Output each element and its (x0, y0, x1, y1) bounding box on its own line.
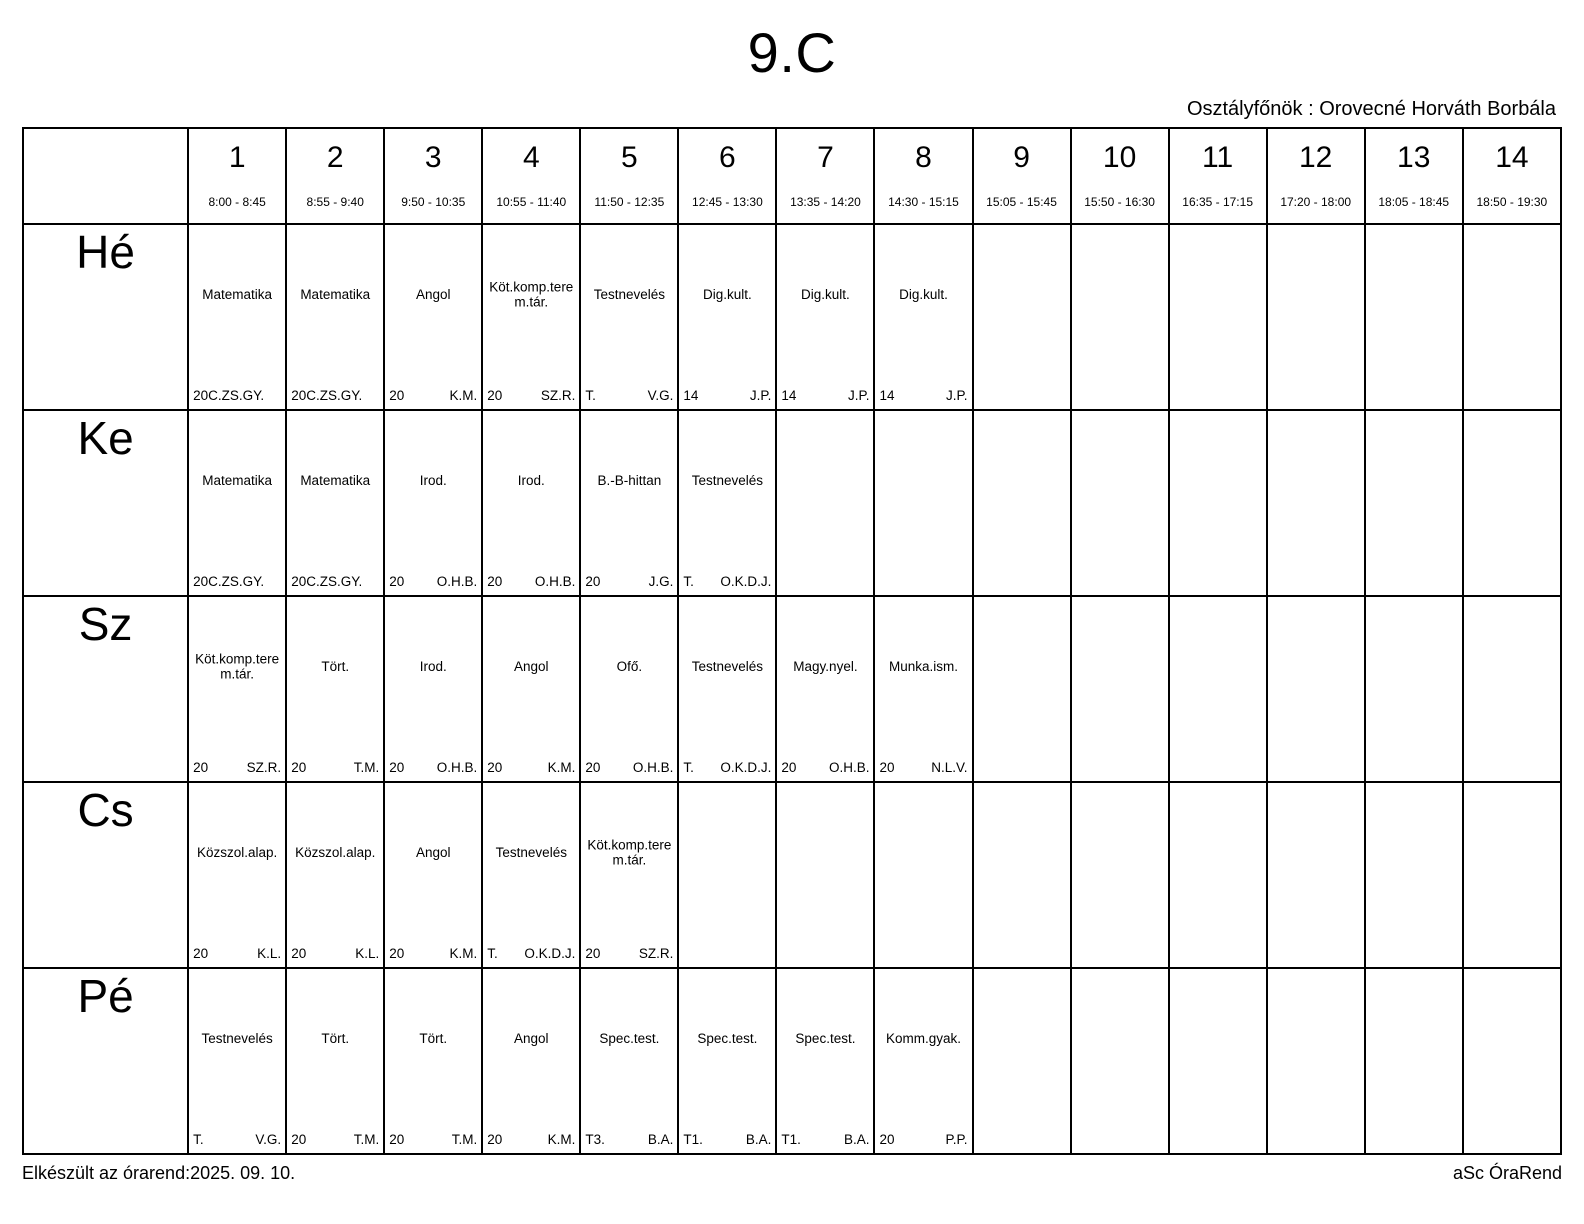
lesson-cell[interactable] (1071, 410, 1169, 596)
lesson-teacher: B.A. (745, 1132, 772, 1148)
lesson-cell[interactable] (1365, 596, 1463, 782)
lesson-meta (487, 1133, 575, 1147)
lesson-teacher: SZ.R. (540, 388, 576, 404)
period-number: 7 (817, 140, 834, 174)
lesson-cell[interactable] (1169, 968, 1267, 1154)
day-label: Sz (23, 596, 188, 782)
generated-date: Elkészült az órarend:2025. 09. 10. (22, 1162, 296, 1183)
lesson-subject: Matematika (202, 472, 273, 488)
period-time: 15:50 - 16:30 (1084, 194, 1155, 209)
lesson-room: 20 (487, 388, 503, 404)
lesson-cell[interactable] (482, 596, 580, 782)
lesson-subject: Dig.kult. (899, 286, 948, 302)
lesson-subject: Közszol.alap. (295, 844, 376, 860)
lesson-room: 14 (683, 388, 699, 404)
lesson-cell[interactable] (188, 782, 286, 968)
period-number: 1 (228, 140, 246, 174)
table-row (23, 410, 1561, 596)
period-number: 4 (522, 140, 540, 174)
lesson-cell[interactable] (580, 224, 678, 410)
period-header (678, 128, 776, 224)
lesson-room: 20 (389, 760, 405, 776)
lesson-teacher: O.H.B. (632, 760, 674, 776)
lesson-teacher: O.H.B. (436, 760, 478, 776)
lesson-cell[interactable] (384, 410, 482, 596)
period-header (1169, 128, 1267, 224)
lesson-cell[interactable] (188, 224, 286, 410)
day-label: Cs (23, 782, 188, 968)
lesson-teacher: O.H.B. (436, 574, 478, 590)
lesson-subject: Spec.test. (697, 1030, 758, 1046)
lesson-meta (585, 1133, 673, 1147)
lesson-cell[interactable] (874, 968, 972, 1154)
lesson-room: 20 (879, 760, 895, 776)
lesson-room: 20 (389, 388, 405, 404)
lesson-room: 20C.ZS.GY. (291, 388, 363, 404)
period-number: 6 (719, 140, 736, 174)
lesson-meta (291, 575, 379, 589)
period-number: 13 (1397, 140, 1431, 174)
lesson-cell[interactable] (482, 968, 580, 1154)
lesson-cell[interactable] (1365, 782, 1463, 968)
lesson-room: 20 (389, 574, 405, 590)
lesson-subject: Tört. (419, 1030, 448, 1046)
lesson-meta (781, 389, 869, 403)
lesson-cell[interactable] (286, 596, 384, 782)
lesson-room: 20 (487, 574, 503, 590)
lesson-subject: Közszol.alap. (197, 844, 278, 860)
lesson-subject: Tört. (321, 658, 350, 674)
period-header (874, 128, 972, 224)
lesson-meta (193, 761, 281, 775)
lesson-meta (389, 947, 477, 961)
period-header (1463, 128, 1561, 224)
lesson-meta (879, 1133, 967, 1147)
lesson-subject: Irod. (419, 472, 447, 488)
period-header (1365, 128, 1463, 224)
lesson-cell[interactable] (874, 224, 972, 410)
lesson-meta (585, 389, 673, 403)
lesson-room: 20 (193, 946, 209, 962)
lesson-subject: Köt.komp.terem.tár. (489, 279, 574, 310)
lesson-teacher: K.M. (449, 946, 478, 962)
lesson-teacher: K.M. (449, 388, 478, 404)
period-number: 9 (1013, 140, 1030, 174)
lesson-subject: Munka.ism. (888, 658, 958, 674)
footer (22, 1155, 1562, 1184)
lesson-room: 20C.ZS.GY. (193, 388, 265, 404)
lesson-cell[interactable] (384, 224, 482, 410)
lesson-cell[interactable] (1463, 410, 1561, 596)
lesson-cell[interactable] (874, 782, 972, 968)
lesson-meta (781, 1133, 869, 1147)
lesson-cell[interactable] (973, 782, 1071, 968)
lesson-cell[interactable] (973, 968, 1071, 1154)
lesson-cell[interactable] (384, 596, 482, 782)
lesson-meta (585, 761, 673, 775)
lesson-room: 20 (585, 946, 601, 962)
table-row (23, 596, 1561, 782)
lesson-cell[interactable] (1365, 968, 1463, 1154)
class-teacher-line: Osztályfőnök : Orovecné Horváth Borbála (1186, 97, 1556, 120)
lesson-room: 20 (781, 760, 797, 776)
lesson-room: 20C.ZS.GY. (291, 574, 363, 590)
period-number: 14 (1495, 140, 1529, 174)
lesson-room: 20 (291, 1132, 307, 1148)
lesson-teacher: O.K.D.J. (720, 574, 772, 590)
lesson-room: T. (487, 946, 498, 962)
lesson-teacher: V.G. (255, 1132, 282, 1148)
lesson-cell[interactable] (973, 410, 1071, 596)
lesson-meta (389, 389, 477, 403)
period-number: 5 (621, 140, 638, 174)
lesson-meta (291, 947, 379, 961)
lesson-meta (291, 389, 379, 403)
lesson-cell[interactable] (286, 410, 384, 596)
period-number: 8 (915, 140, 932, 174)
period-header (973, 128, 1071, 224)
lesson-teacher: K.M. (547, 760, 576, 776)
lesson-teacher: T.M. (353, 760, 380, 776)
lesson-cell[interactable] (1071, 968, 1169, 1154)
table-row (23, 968, 1561, 1154)
lesson-subject: Komm.gyak. (885, 1030, 961, 1046)
lesson-room: 14 (781, 388, 797, 404)
lesson-cell[interactable] (874, 410, 972, 596)
lesson-subject: Matematika (202, 286, 273, 302)
lesson-subject: Angol (514, 658, 549, 674)
lesson-teacher: B.A. (647, 1132, 674, 1148)
lesson-meta (487, 761, 575, 775)
lesson-meta (291, 1133, 379, 1147)
lesson-subject: Irod. (517, 472, 545, 488)
lesson-cell[interactable] (286, 782, 384, 968)
period-header (1267, 128, 1365, 224)
lesson-meta (193, 947, 281, 961)
lesson-room: 14 (879, 388, 895, 404)
lesson-cell[interactable] (580, 968, 678, 1154)
period-time: 8:00 - 8:45 (208, 194, 266, 209)
lesson-room: 20 (879, 1132, 895, 1148)
period-header (384, 128, 482, 224)
lesson-subject: Köt.komp.terem.tár. (587, 837, 672, 868)
corner-cell (23, 128, 188, 224)
day-label: Hé (23, 224, 188, 410)
lesson-cell[interactable] (776, 782, 874, 968)
lesson-meta (389, 575, 477, 589)
day-label: Pé (23, 968, 188, 1154)
lesson-meta (291, 761, 379, 775)
lesson-cell[interactable] (482, 410, 580, 596)
table-row (23, 224, 1561, 410)
lesson-meta (193, 575, 281, 589)
lesson-room: 20 (389, 1132, 405, 1148)
lesson-cell[interactable] (678, 224, 776, 410)
lesson-subject: Tört. (321, 1030, 350, 1046)
period-number: 12 (1298, 140, 1333, 174)
period-time: 10:55 - 11:40 (496, 194, 567, 209)
lesson-teacher: O.K.D.J. (524, 946, 576, 962)
lesson-cell[interactable] (1267, 782, 1365, 968)
lesson-cell[interactable] (580, 596, 678, 782)
lesson-room: T1. (781, 1132, 801, 1148)
lesson-cell[interactable] (1463, 968, 1561, 1154)
period-time: 15:05 - 15:45 (986, 194, 1057, 209)
lesson-cell[interactable] (1267, 410, 1365, 596)
period-number: 3 (424, 140, 442, 174)
period-time: 11:50 - 12:35 (594, 194, 665, 209)
period-header (776, 128, 874, 224)
lesson-cell[interactable] (1463, 596, 1561, 782)
period-time: 18:50 - 19:30 (1476, 194, 1548, 209)
lesson-room: 20 (193, 760, 209, 776)
lesson-cell[interactable] (678, 782, 776, 968)
lesson-cell[interactable] (1169, 782, 1267, 968)
lesson-room: T. (683, 760, 694, 776)
lesson-cell[interactable] (188, 410, 286, 596)
lesson-cell[interactable] (1071, 224, 1169, 410)
lesson-cell[interactable] (776, 410, 874, 596)
lesson-teacher: P.P. (945, 1132, 968, 1148)
lesson-cell[interactable] (776, 968, 874, 1154)
lesson-cell[interactable] (678, 968, 776, 1154)
lesson-subject: Magy.nyel. (793, 658, 858, 674)
lesson-teacher: SZ.R. (638, 946, 674, 962)
lesson-cell[interactable] (286, 968, 384, 1154)
lesson-subject: Testnevelés (691, 472, 764, 488)
page-title: 9.C (747, 21, 837, 84)
lesson-room: 20 (291, 946, 307, 962)
lesson-cell[interactable] (1365, 224, 1463, 410)
period-time: 17:20 - 18:00 (1280, 194, 1352, 209)
lesson-cell[interactable] (678, 596, 776, 782)
lesson-meta (683, 761, 771, 775)
lesson-cell[interactable] (1365, 410, 1463, 596)
lesson-teacher: T.M. (451, 1132, 478, 1148)
lesson-room: 20 (487, 760, 503, 776)
lesson-teacher: K.M. (547, 1132, 576, 1148)
lesson-subject: Matematika (300, 472, 371, 488)
lesson-meta (683, 1133, 771, 1147)
lesson-subject: Angol (514, 1030, 549, 1046)
lesson-cell[interactable] (1071, 782, 1169, 968)
lesson-cell[interactable] (776, 224, 874, 410)
lesson-teacher: O.K.D.J. (720, 760, 772, 776)
lesson-room: T3. (585, 1132, 605, 1148)
lesson-cell[interactable] (482, 782, 580, 968)
lesson-cell[interactable] (384, 968, 482, 1154)
lesson-cell[interactable] (874, 596, 972, 782)
lesson-room: 20 (585, 760, 601, 776)
period-time: 18:05 - 18:45 (1378, 194, 1450, 209)
lesson-subject: Testnevelés (593, 286, 665, 302)
period-number: 2 (326, 140, 344, 174)
lesson-teacher: SZ.R. (246, 760, 282, 776)
lesson-meta (487, 389, 575, 403)
lesson-cell[interactable] (188, 968, 286, 1154)
lesson-room: 20 (389, 946, 405, 962)
lesson-room: T. (585, 388, 596, 404)
brand-label: aSc ÓraRend (1452, 1162, 1562, 1183)
lesson-teacher: O.H.B. (534, 574, 576, 590)
timetable-table (22, 127, 1562, 1155)
lesson-cell[interactable] (973, 596, 1071, 782)
lesson-subject: Angol (415, 286, 451, 302)
lesson-teacher: K.L. (355, 946, 380, 962)
lesson-cell[interactable] (973, 224, 1071, 410)
period-header (580, 128, 678, 224)
lesson-cell[interactable] (1267, 596, 1365, 782)
lesson-room: 20C.ZS.GY. (193, 574, 265, 590)
lesson-cell[interactable] (1463, 224, 1561, 410)
lesson-room: T. (683, 574, 694, 590)
lesson-teacher: V.G. (647, 388, 674, 404)
lesson-subject: Angol (415, 844, 451, 860)
lesson-teacher: J.P. (749, 388, 772, 404)
lesson-teacher: T.M. (353, 1132, 380, 1148)
lesson-cell[interactable] (1463, 782, 1561, 968)
lesson-subject: Spec.test. (795, 1030, 856, 1046)
lesson-meta (389, 1133, 477, 1147)
lesson-teacher: K.L. (257, 946, 282, 962)
lesson-subject: B.-B-hittan (597, 472, 662, 488)
table-header-row (23, 128, 1561, 224)
lesson-room: T. (193, 1132, 204, 1148)
lesson-room: T1. (683, 1132, 703, 1148)
lesson-teacher: B.A. (843, 1132, 870, 1148)
lesson-meta (487, 575, 575, 589)
lesson-cell[interactable] (1071, 596, 1169, 782)
period-number: 11 (1202, 140, 1234, 174)
lesson-subject: Spec.test. (599, 1030, 660, 1046)
lesson-cell[interactable] (580, 410, 678, 596)
period-header (188, 128, 286, 224)
lesson-cell[interactable] (1169, 410, 1267, 596)
lesson-teacher: J.G. (648, 574, 674, 590)
lesson-cell[interactable] (384, 782, 482, 968)
period-time: 12:45 - 13:30 (692, 194, 763, 209)
lesson-cell[interactable] (188, 596, 286, 782)
lesson-subject: Testnevelés (495, 844, 567, 860)
lesson-meta (683, 389, 771, 403)
lesson-meta (879, 761, 967, 775)
lesson-room: 20 (291, 760, 307, 776)
lesson-meta (389, 761, 477, 775)
lesson-teacher: O.H.B. (828, 760, 870, 776)
lesson-meta (683, 575, 771, 589)
lesson-cell[interactable] (1267, 968, 1365, 1154)
lesson-subject: Ofő. (616, 658, 643, 674)
lesson-subject: Matematika (300, 286, 371, 302)
lesson-room: 20 (487, 1132, 503, 1148)
period-time: 9:50 - 10:35 (401, 194, 466, 209)
period-header (1071, 128, 1169, 224)
lesson-teacher: J.P. (946, 388, 968, 404)
lesson-cell[interactable] (1169, 224, 1267, 410)
lesson-meta (585, 947, 673, 961)
lesson-cell[interactable] (580, 782, 678, 968)
lesson-cell[interactable] (1267, 224, 1365, 410)
period-time: 8:55 - 9:40 (306, 194, 364, 209)
lesson-meta (781, 761, 869, 775)
period-number: 10 (1102, 140, 1137, 174)
lesson-subject: Dig.kult. (703, 286, 752, 302)
lesson-teacher: N.L.V. (931, 760, 968, 776)
lesson-meta (193, 1133, 281, 1147)
period-header (286, 128, 384, 224)
lesson-cell[interactable] (678, 410, 776, 596)
lesson-subject: Irod. (419, 658, 447, 674)
lesson-subject: Dig.kult. (801, 286, 850, 302)
lesson-cell[interactable] (286, 224, 384, 410)
lesson-subject: Köt.komp.terem.tár. (195, 651, 280, 682)
period-time: 16:35 - 17:15 (1182, 194, 1253, 209)
lesson-cell[interactable] (776, 596, 874, 782)
period-time: 14:30 - 15:15 (888, 194, 959, 209)
lesson-meta (585, 575, 673, 589)
lesson-meta (193, 389, 281, 403)
period-header (482, 128, 580, 224)
table-row (23, 782, 1561, 968)
lesson-meta (879, 389, 967, 403)
day-label: Ke (23, 410, 188, 596)
lesson-meta (487, 947, 575, 961)
period-time: 13:35 - 14:20 (790, 194, 861, 209)
lesson-cell[interactable] (1169, 596, 1267, 782)
lesson-subject: Testnevelés (691, 658, 764, 674)
lesson-cell[interactable] (482, 224, 580, 410)
lesson-teacher: J.P. (847, 388, 870, 404)
lesson-subject: Testnevelés (201, 1030, 273, 1046)
lesson-room: 20 (585, 574, 601, 590)
